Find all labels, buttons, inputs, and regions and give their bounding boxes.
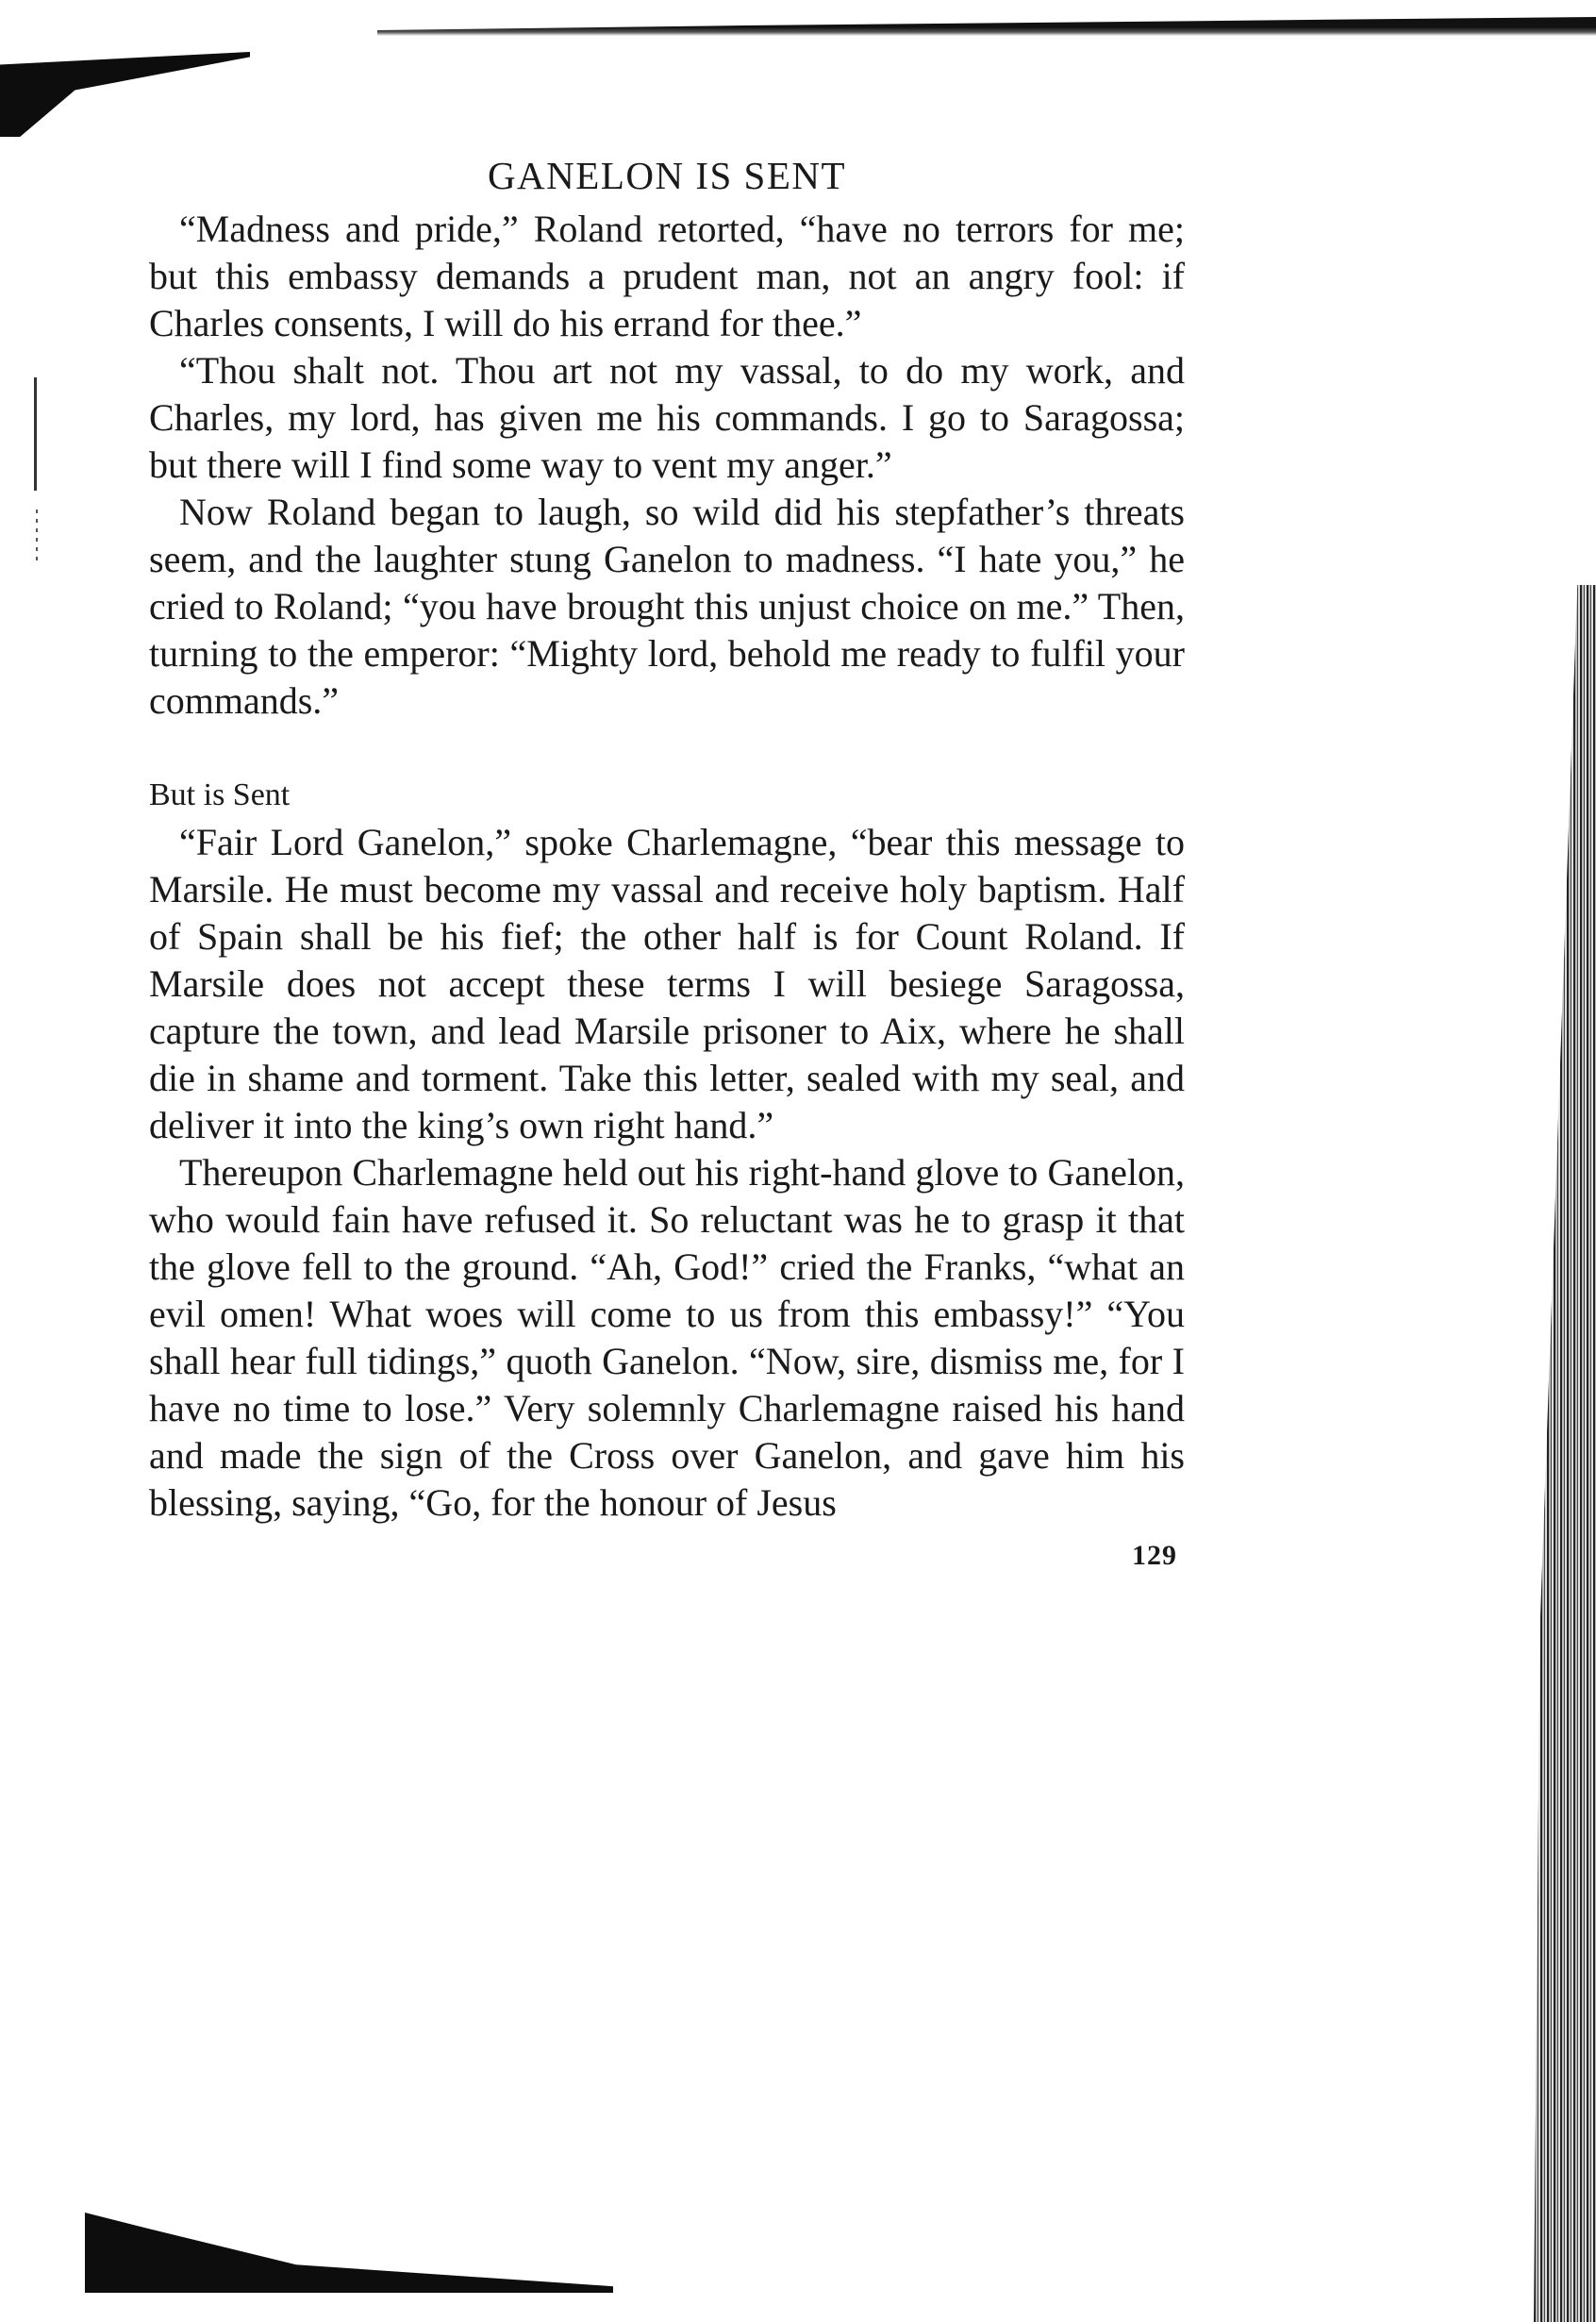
paragraph-glove-falls: Thereupon Charlemagne held out his right-hand glove to Ganelon, who would fain have refused it. So reluctant was he to grasp it that the glove fell to the ground. “Ah, God!” cried the Franks, “what an evil omen! What woes will come to us from this embassy!” “You shall hear full tidings,” quoth Ganelon. “Now, sire, dismiss me, for I have no time to lose.” Very solemnly Charlemagne raised his hand and made the sign of the Cross over Ganelon, and gave him his blessing, saying, “Go, for the honour of Jesus — [149, 1151, 1185, 1524]
page-number: 129 — [1132, 1540, 1177, 1571]
scan-top-rule — [377, 17, 1596, 36]
scan-right-edge — [1534, 585, 1596, 2322]
scan-top-left-shard — [0, 52, 250, 137]
scan-bottom-left-shard — [85, 2213, 613, 2293]
book-page — [149, 151, 1185, 1572]
scan-left-mark — [34, 377, 37, 491]
scan-left-mark-dotted — [36, 510, 38, 566]
paragraph-thou-shalt-not: “Thou shalt not. Thou art not my vassal, to do my work, and Charles, my lord, has given me his commands. I go to Saragossa; but there will I find some way to vent my anger.” — [149, 349, 1185, 486]
running-head: GANELON IS SENT — [487, 154, 847, 197]
section-subheading: But is Sent — [149, 777, 291, 812]
paragraph-madness: “Madness and pride,” Roland retorted, “have no terrors for me; but this embassy demands a prudent man, not an angry fool: if Charles consents, I will do his errand for thee.” — [149, 208, 1185, 344]
paragraph-charlemagne-message: “Fair Lord Ganelon,” spoke Charlemagne, “bear this message to Marsile. He must become my vassal and receive holy baptism. Half of Spain shall be his fief; the other half is for Count Roland. If Marsile does not accept these terms I will besiege Saragossa, capture the town, and lead Marsile prisoner to Aix, where he shall die in shame and torment. Take this letter, sealed with my seal, and deliver it into the king’s own right hand.” — [149, 821, 1185, 1146]
paragraph-roland-laughs: Now Roland began to laugh, so wild did his stepfather’s threats seem, and the laughter stung Ganelon to madness. “I hate you,” he cried to Roland; “you have brought this unjust choice on me.” Then, turning to the emperor: “Mighty lord, behold me ready to fulfil your commands.” — [149, 491, 1185, 722]
